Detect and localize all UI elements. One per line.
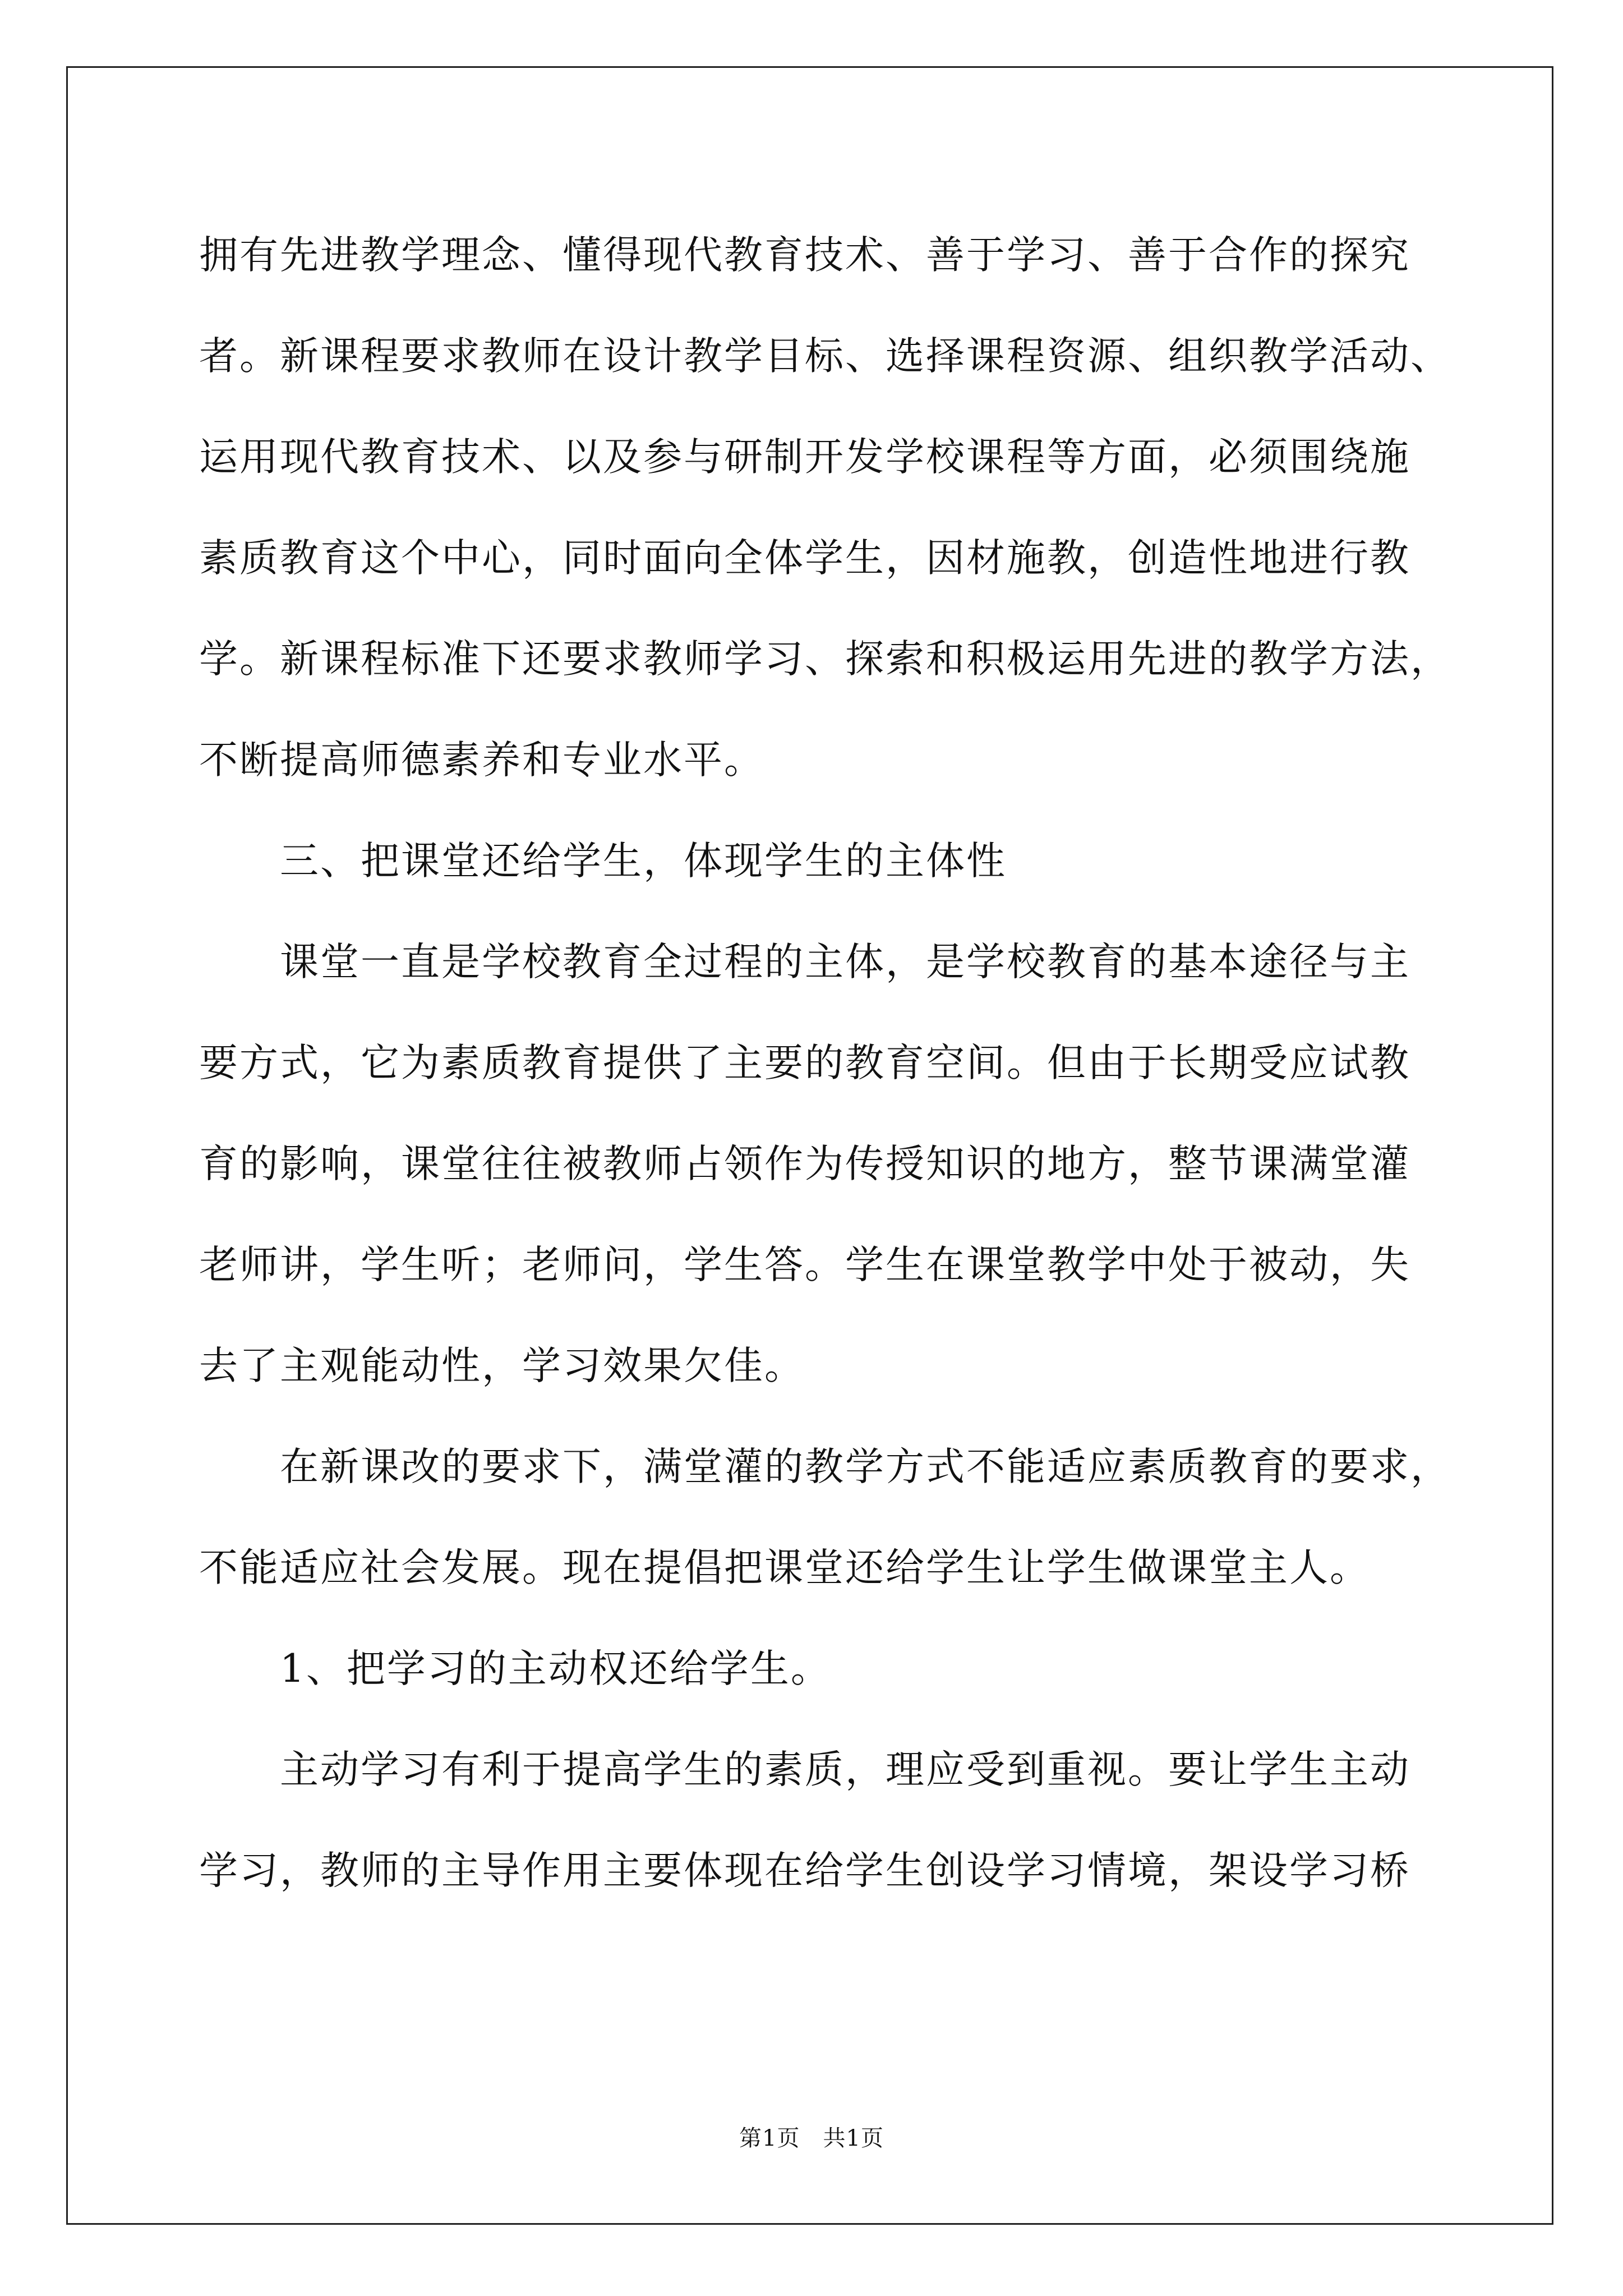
text-line: 运用现代教育技术、以及参与研制开发学校课程等方面，必须围绕施 xyxy=(199,435,1410,480)
text-line: 不断提高师德素养和专业水平。 xyxy=(199,738,764,783)
text-line: 拥有先进教学理念、懂得现代教育技术、善于学习、善于合作的探究 xyxy=(199,233,1410,278)
text-line: 不能适应社会发展。现在提倡把课堂还给学生让学生做课堂主人。 xyxy=(199,1545,1370,1590)
section-heading: 三、把课堂还给学生，体现学生的主体性 xyxy=(280,839,1007,884)
text-line: 在新课改的要求下，满堂灌的教学方式不能适应素质教育的要求， xyxy=(280,1444,1451,1489)
text-line: 学习，教师的主导作用主要体现在给学生创设学习情境，架设学习桥 xyxy=(199,1848,1410,1893)
text-line: 课堂一直是学校教育全过程的主体，是学校教育的基本途径与主 xyxy=(280,940,1410,984)
text-line: 者。新课程要求教师在设计教学目标、选择课程资源、组织教学活动、 xyxy=(199,334,1451,379)
page-number: 第1页 共1页 xyxy=(739,2125,884,2151)
text-line: 去了主观能动性，学习效果欠佳。 xyxy=(199,1343,805,1388)
text-line: 育的影响，课堂往往被教师占领作为传授知识的地方，整节课满堂灌 xyxy=(199,1142,1410,1186)
text-line: 老师讲，学生听；老师问，学生答。学生在课堂教学中处于被动，失 xyxy=(199,1243,1410,1287)
text-line: 主动学习有利于提高学生的素质，理应受到重视。要让学生主动 xyxy=(280,1747,1410,1792)
text-line: 要方式，它为素质教育提供了主要的教育空间。但由于长期受应试教 xyxy=(199,1041,1410,1085)
subsection-heading: 1、把学习的主动权还给学生。 xyxy=(280,1646,831,1691)
text-line: 学。新课程标准下还要求教师学习、探索和积极运用先进的教学方法， xyxy=(199,637,1451,682)
text-line: 素质教育这个中心，同时面向全体学生，因材施教，创造性地进行教 xyxy=(199,536,1410,581)
